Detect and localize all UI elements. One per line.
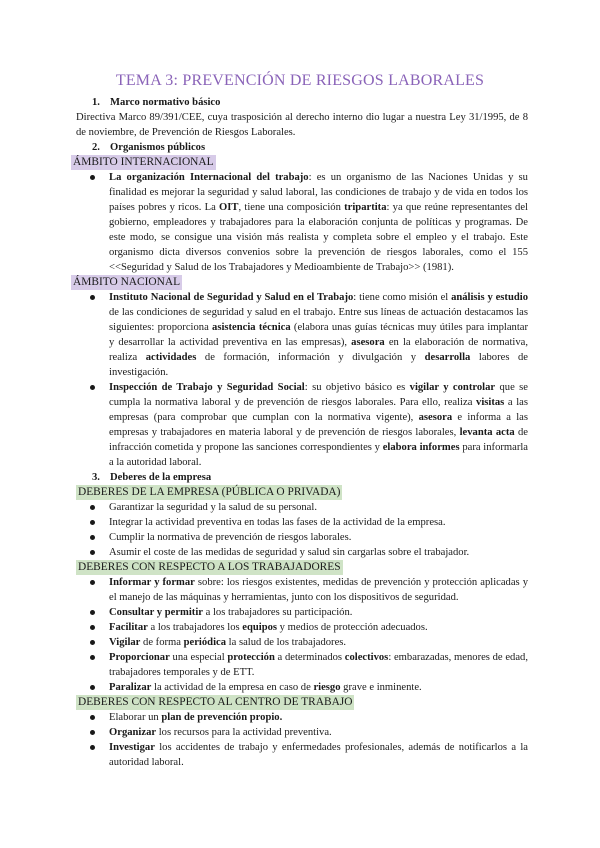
list-item: Garantizar la seguridad y la salud de su personal. (72, 500, 528, 515)
list-item: Informar y formar sobre: los riesgos existentes, medidas de prevención y protección aplicadas y el manejo de las máquinas y herramientas, junto con los dispositivos de seguridad. (72, 575, 528, 605)
list-item: Integrar la actividad preventiva en todas las fases de la actividad de la empresa. (72, 515, 528, 530)
list-item: Elaborar un plan de prevención propio. (72, 710, 528, 725)
list-item: Investigar los accidentes de trabajo y enfermedades profesionales, además de notificarlos a la autoridad laboral. (72, 740, 528, 770)
document-page (72, 70, 528, 770)
bullet-icon (90, 505, 95, 510)
list-item: Organizar los recursos para la actividad preventiva. (72, 725, 528, 740)
highlight-deberes-centro: DEBERES CON RESPECTO AL CENTRO DE TRABAJO (78, 696, 353, 708)
bullet-icon (90, 640, 95, 645)
bullet-icon (90, 655, 95, 660)
oit-list (72, 170, 528, 275)
bullet-icon (90, 520, 95, 525)
bullet-icon (90, 625, 95, 630)
highlight-deberes-empresa: DEBERES DE LA EMPRESA (PÚBLICA O PRIVADA) (78, 486, 341, 498)
list-item: Consultar y permitir a los trabajadores su participación. (72, 605, 528, 620)
list-item: Facilitar a los trabajadores los equipos y medios de protección adecuados. (72, 620, 528, 635)
list-item: Asumir el coste de las medidas de seguridad y salud sin cargarlas sobre el trabajador. (72, 545, 528, 560)
section-number: 3. (92, 472, 100, 483)
nacional-list (72, 290, 528, 470)
section-title: Organismos públicos (110, 142, 206, 153)
deberes-trabajadores-list (72, 575, 528, 695)
section-title: Deberes de la empresa (110, 472, 212, 483)
bullet-icon (90, 745, 95, 750)
list-item-oit: La organización Internacional del trabajo: es un organismo de las Naciones Unidas y su finalidad es mejorar la seguridad y salud laboral, las condiciones de trabajo y de vida en todos los países pobres y ricos. La OIT, tiene una composición tripartita: ya que reúne representantes del gobierno, empleadores y trabajadores para la elaboración conjunta de políticas y programas. De este modo, se consigue una visión más realista y completa sobre el empleo y el trabajo. Este organismo dicta diversos convenios sobre la prevención de riesgos laborales, como el 155 <<Seguridad y Salud de los Trabajadores y Medioambiente de Trabajo>> (1981). (72, 170, 528, 275)
highlight-ambito-internacional: ÁMBITO INTERNACIONAL (73, 156, 214, 168)
list-item: Vigilar de forma periódica la salud de los trabajadores. (72, 635, 528, 650)
page-title: TEMA 3: PREVENCIÓN DE RIESGOS LABORALES (115, 72, 485, 89)
bullet-icon (90, 580, 95, 585)
list-item-itss: Inspección de Trabajo y Seguridad Social: su objetivo básico es vigilar y controlar que se cumpla la normativa laboral y de prevención de riesgos laborales. Para ello, realiza visitas a las empresas (para comprobar que cumplan con la normativa vigente), asesora e informa a las empresas y trabajadores en materia laboral y de prevención de riesgos laborales, levanta acta de infracción cometida y propone las sanciones correspondientes y elabora informes para informarla a la autoridad laboral. (72, 380, 528, 470)
list-item: Paralizar la actividad de la empresa en caso de riesgo grave e inminente. (72, 680, 528, 695)
bullet-icon (90, 610, 95, 615)
bullet-icon (90, 295, 95, 300)
bullet-icon (90, 535, 95, 540)
highlight-ambito-nacional: ÁMBITO NACIONAL (73, 276, 181, 288)
section-number: 1. (92, 97, 100, 108)
bullet-icon (90, 685, 95, 690)
bullet-icon (90, 550, 95, 555)
deberes-empresa-list (72, 500, 528, 560)
bullet-icon (90, 715, 95, 720)
list-item-insst: Instituto Nacional de Seguridad y Salud en el Trabajo: tiene como misión el análisis y estudio de las condiciones de seguridad y salud en el trabajo. Entre sus líneas de actuación destacamos las siguientes: proporciona asistencia técnica (elabora unas guías técnicas muy útiles para implantar y desarrollar la actividad preventiva en las empresas), asesora en la elaboración de normativa, realiza actividades de formación, información y divulgación y desarrolla labores de investigación. (72, 290, 528, 380)
section-number: 2. (92, 142, 100, 153)
list-item: Cumplir la normativa de prevención de riesgos laborales. (72, 530, 528, 545)
list-item: Proporcionar una especial protección a determinados colectivos: embarazadas, menores de edad, trabajadores temporales y de ETT. (72, 650, 528, 680)
bullet-icon (90, 730, 95, 735)
deberes-centro-list (72, 710, 528, 770)
bullet-icon (90, 385, 95, 390)
section-2-heading (72, 140, 528, 155)
section-1-heading (72, 95, 528, 110)
section-title: Marco normativo básico (110, 97, 221, 108)
section-1-paragraph: Directiva Marco 89/391/CEE, cuya trasposición al derecho interno dio lugar a nuestra Ley 31/1995, de 8 de noviembre, de Prevención de Riesgos Laborales. (76, 112, 528, 138)
section-3-heading (72, 470, 528, 485)
bullet-icon (90, 175, 95, 180)
highlight-deberes-trabajadores: DEBERES CON RESPECTO A LOS TRABAJADORES (78, 561, 341, 573)
